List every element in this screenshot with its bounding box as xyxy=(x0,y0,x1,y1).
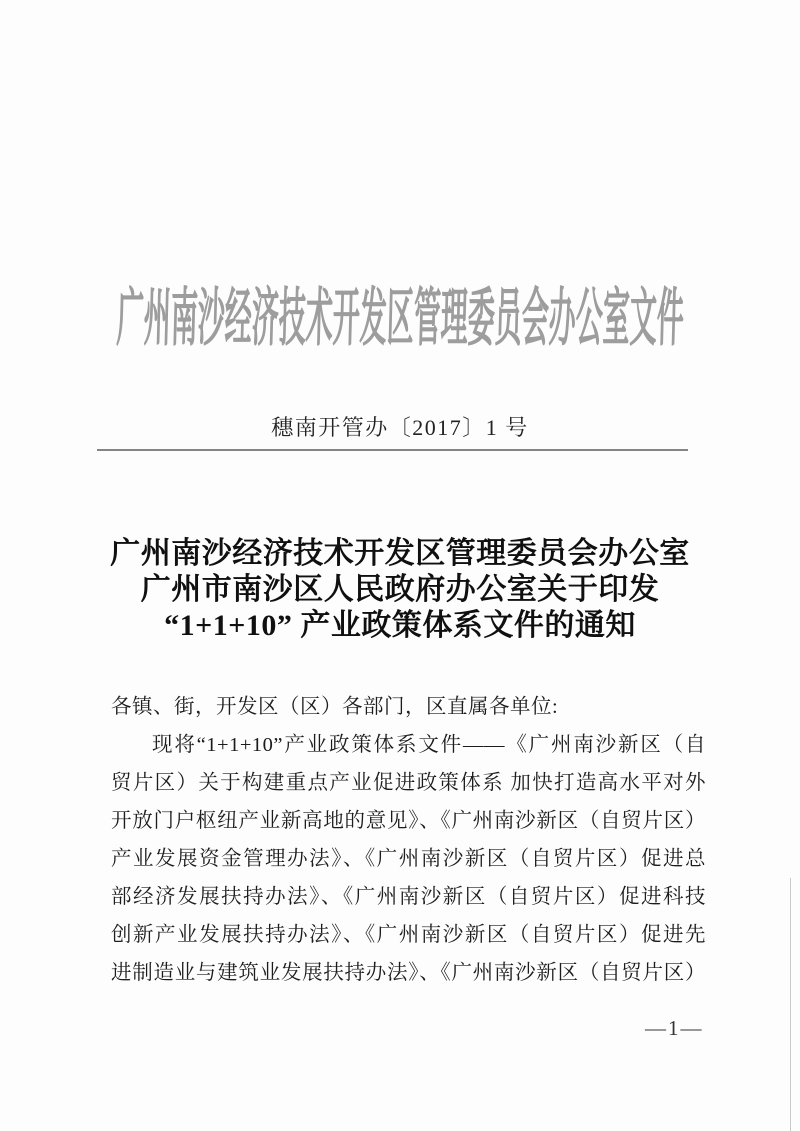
document-title xyxy=(0,536,800,644)
body-text-line: 进制造业与建筑业发展扶持办法》、《广州南沙新区（自贸片区） xyxy=(111,962,706,984)
scan-artifact-line xyxy=(790,878,791,1131)
body-text-line: 现将“1+1+10”产业政策体系文件——《广州南沙新区（自 xyxy=(152,734,706,756)
body-text-line: 创新产业发展扶持办法》、《广州南沙新区（自贸片区）促进先 xyxy=(111,924,706,946)
document-body xyxy=(111,688,706,992)
salutation-line: 各镇、街，开发区（区）各部门，区直属各单位: xyxy=(111,696,559,718)
body-text-line: 开放门户枢纽产业新高地的意见》、《广州南沙新区（自贸片区） xyxy=(111,810,706,832)
page-number: —1— xyxy=(645,1016,704,1040)
body-text-line: 产业发展资金管理办法》、《广州南沙新区（自贸片区）促进总 xyxy=(111,848,706,870)
masthead-divider-rule xyxy=(97,449,688,451)
document-title-line-1: 广州南沙经济技术开发区管理委员会办公室 xyxy=(110,537,690,570)
body-text-line: 贸片区）关于构建重点产业促进政策体系 加快打造高水平对外 xyxy=(111,772,706,794)
body-text-line: 部经济发展扶持办法》、《广州南沙新区（自贸片区）促进科技 xyxy=(111,886,706,908)
document-number: 穗南开管办〔2017〕1 号 xyxy=(271,415,529,440)
masthead-text: 广州南沙经济技术开发区管理委员会办公室文件 xyxy=(115,283,685,354)
document-masthead xyxy=(0,283,800,354)
document-title-line-3: “1+1+10” 产业政策体系文件的通知 xyxy=(164,609,636,642)
document-title-line-2: 广州市南沙区人民政府办公室关于印发 xyxy=(140,573,660,606)
